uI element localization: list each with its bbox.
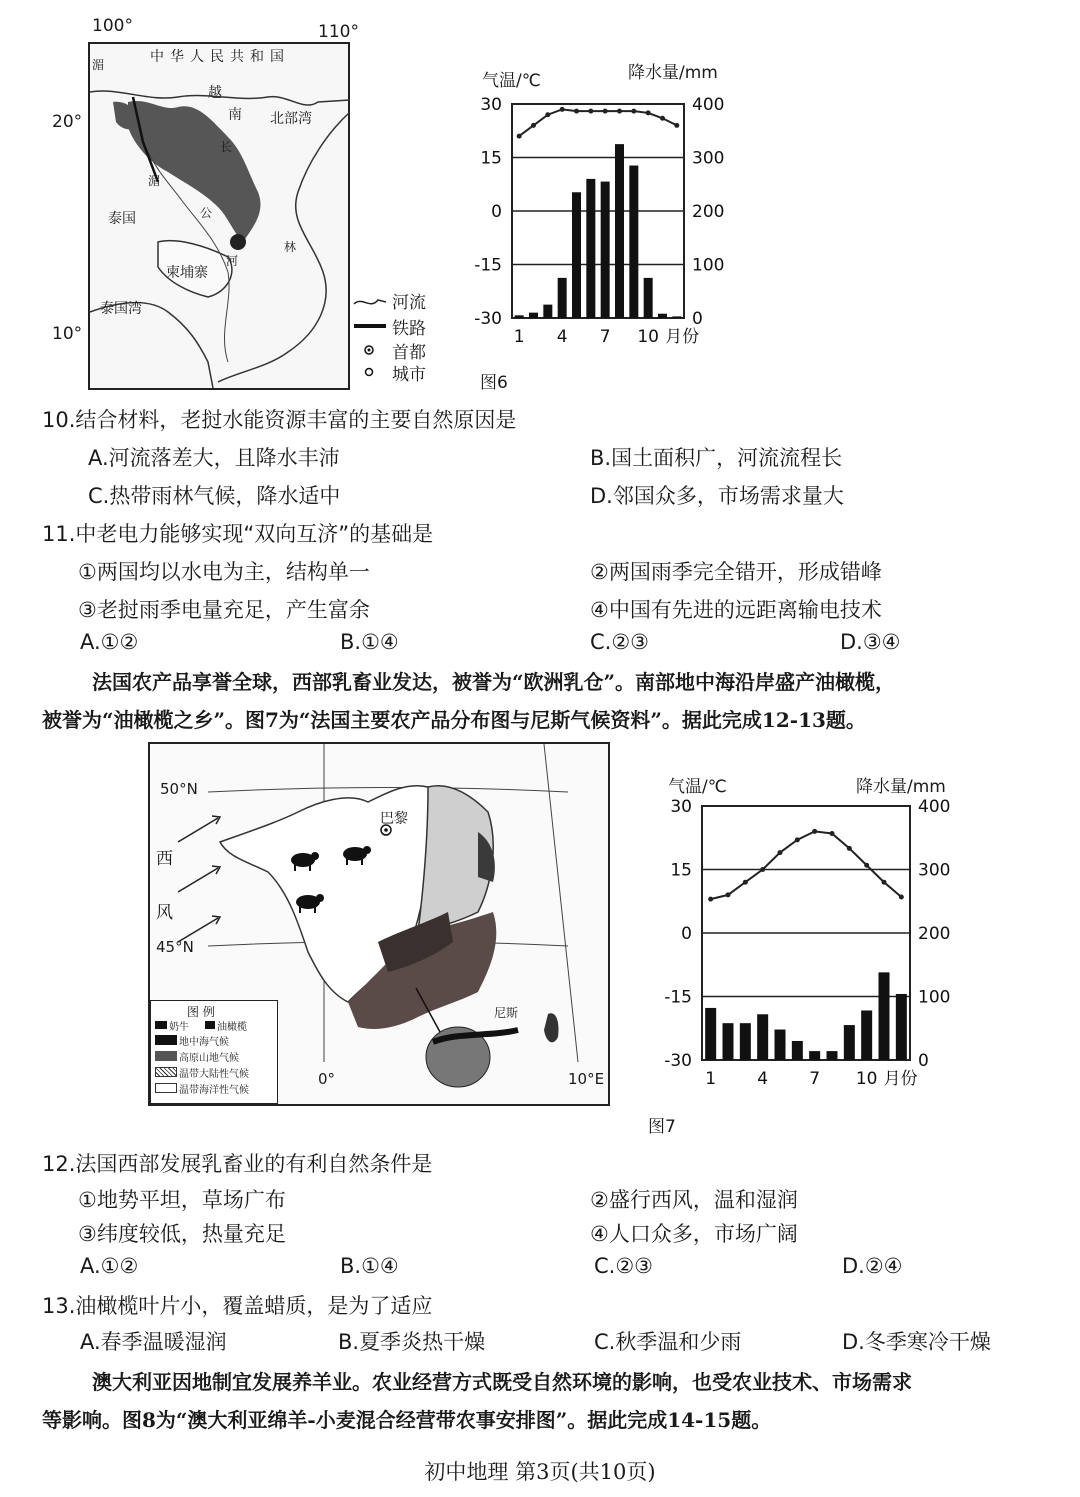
fig7-precip-bar (896, 994, 907, 1060)
fig7-temp-point (708, 897, 713, 902)
q10-option-d[interactable]: D.邻国众多，市场需求量大 (590, 484, 844, 508)
fig6-precip-bar (629, 166, 638, 318)
fig6-precip-tick: 100 (692, 255, 725, 276)
fig7-month-tick: 7 (809, 1069, 821, 1089)
fig7-precip-tick: 400 (918, 797, 950, 817)
fig6-temp-line (519, 109, 677, 136)
fig6-month-tick: 4 (556, 327, 568, 347)
label-mekong-1: 公 (200, 206, 213, 220)
fig7-temp-point (830, 831, 835, 836)
fig7-temp-tick: 0 (681, 924, 692, 944)
q11-option-a[interactable]: A.①② (80, 630, 139, 654)
label-fragment-la: 林 (284, 240, 297, 254)
fig7-precip-bar (740, 1023, 751, 1060)
q13-option-d[interactable]: D.冬季寒冷干燥 (842, 1330, 991, 1354)
q11-statement-3: ③老挝雨季电量充足，产生富余 (78, 598, 370, 622)
page-footer: 初中地理 第3页(共10页) (424, 1460, 656, 1484)
q11-statement-2: ②两国雨季完全错开，形成错峰 (590, 560, 882, 584)
fig7-precip-bar (705, 1008, 716, 1060)
q13-option-a[interactable]: A.春季温暖湿润 (80, 1330, 227, 1354)
fig7-temp-point (795, 837, 800, 842)
label-nice: 尼斯 (494, 1006, 519, 1020)
fig6-temp-point (603, 109, 608, 114)
fig6-precip-bar (601, 182, 610, 318)
fig6-precip-bar (644, 278, 653, 318)
fig7-temp-point (778, 850, 783, 855)
q13-stem: 13.油橄榄叶片小，覆盖蜡质，是为了适应 (42, 1294, 433, 1318)
fig7-precip-bar (861, 1010, 872, 1060)
fig7-chart (650, 770, 950, 1100)
legend-symbols (352, 292, 388, 382)
fig6-month-unit: 月份 (665, 327, 700, 347)
fig7-precip-bar (792, 1041, 803, 1060)
lat-label-10: 10° (52, 324, 83, 344)
city-symbol-icon (366, 369, 373, 376)
q12-statement-1: ①地势平坦，草场广布 (78, 1188, 286, 1212)
fig7-precip-bar (757, 1014, 768, 1060)
q11-statement-1: ①两国均以水电为主，结构单一 (78, 560, 370, 584)
lat-label-20: 20° (52, 112, 83, 132)
fig6-temp-point (631, 109, 636, 114)
q13-option-c[interactable]: C.秋季温和少雨 (594, 1330, 742, 1354)
fig6-temp-point (574, 109, 579, 114)
fig6-precip-axis-title: 降水量/mm (628, 63, 718, 83)
swatch-highland (155, 1051, 177, 1061)
fig6-precip-tick: 200 (692, 202, 725, 222)
fig7-temp-tick: 30 (670, 797, 692, 817)
label-china: 中华人民共和国 (150, 49, 290, 65)
legend-title: 图 例 (187, 1005, 215, 1019)
map-france-legend (150, 1000, 278, 1104)
q13-option-b[interactable]: B.夏季炎热干燥 (338, 1330, 486, 1354)
fig6-temp-point (531, 123, 536, 128)
legend-mediterranean: 地中海气候 (179, 1037, 229, 1048)
q10-option-b[interactable]: B.国土面积广，河流流程长 (590, 446, 843, 470)
fig6-temp-axis-title: 气温/℃ (482, 71, 541, 91)
fig6-caption: 图6 (480, 373, 508, 393)
fig6-temp-point (646, 110, 651, 115)
lon-label-100: 100° (92, 16, 133, 36)
q11-option-d[interactable]: D.③④ (840, 630, 901, 654)
fig7-precip-tick: 0 (918, 1051, 929, 1071)
swatch-mediterranean (155, 1035, 177, 1045)
legend-railway: 铁路 (392, 319, 426, 339)
fig7-temp-point (882, 880, 887, 885)
fig7-temp-tick: 15 (670, 860, 692, 881)
fig6-temp-tick: -15 (474, 255, 502, 276)
map-france (148, 742, 610, 1106)
fig7-temp-point (812, 829, 817, 834)
fig7-precip-bar (775, 1030, 786, 1060)
legend-city: 城市 (392, 365, 426, 385)
fig6-precip-bar (543, 305, 552, 318)
fig6-precip-tick: 400 (692, 95, 725, 115)
fig7-precip-bar (844, 1025, 855, 1060)
fig6-temp-point (517, 134, 522, 139)
legend-olive: 油橄榄 (217, 1022, 247, 1033)
fig6-precip-bar (658, 314, 667, 318)
fig6-month-tick: 1 (513, 327, 525, 347)
fig7-temp-axis-title: 气温/℃ (668, 777, 727, 797)
label-gulf-thailand: 泰国湾 (100, 301, 142, 317)
fig6-temp-tick: -30 (474, 309, 502, 329)
fig7-month-tick: 4 (757, 1069, 769, 1089)
fig7-plot (650, 770, 950, 1100)
map-laos-legend (352, 288, 442, 388)
fig6-temp-point (660, 116, 665, 121)
q12-option-d[interactable]: D.②④ (842, 1254, 903, 1278)
fig6-temp-point (674, 123, 679, 128)
fig6-precip-bar (529, 313, 538, 318)
label-gulf-tonkin: 北部湾 (270, 111, 312, 127)
fig6-precip-bar (586, 179, 595, 318)
passage-france-line2: 被誉为“油橄榄之乡”。图7为“法国主要农产品分布图与尼斯气候资料”。据此完成12-13题。 (42, 708, 866, 732)
q12-option-c[interactable]: C.②③ (594, 1254, 653, 1278)
fig7-temp-point (847, 846, 852, 851)
fig6-temp-tick: 0 (491, 202, 502, 222)
fig7-month-tick: 10 (855, 1069, 878, 1089)
fig7-temp-point (864, 863, 869, 868)
fig6-temp-tick: 30 (480, 95, 502, 115)
q11-option-b[interactable]: B.①④ (340, 630, 399, 654)
fig6-temp-point (545, 112, 550, 117)
q12-option-b[interactable]: B.①④ (340, 1254, 399, 1278)
fig7-precip-tick: 300 (918, 860, 950, 881)
legend-marine: 温带海洋性气候 (179, 1085, 249, 1096)
q12-option-a[interactable]: A.①② (80, 1254, 139, 1278)
fig6-precip-bar (672, 316, 681, 318)
label-cambodia: 柬埔寨 (166, 265, 208, 281)
label-mekong-2: 河 (226, 254, 239, 268)
lon-label-110: 110° (318, 22, 359, 42)
fig6-chart (470, 56, 740, 356)
q12-stem: 12.法国西部发展乳畜业的有利自然条件是 (42, 1152, 433, 1176)
q12-statement-2: ②盛行西风，温和湿润 (590, 1188, 798, 1212)
fig7-temp-point (760, 867, 765, 872)
legend-dairy-cow: 奶牛 (169, 1022, 189, 1033)
q11-option-c[interactable]: C.②③ (590, 630, 649, 654)
fig6-temp-point (617, 109, 622, 114)
passage-france-line1: 法国农产品享誉全球，西部乳畜业发达，被誉为“欧洲乳仓”。南部地中海沿岸盛产油橄榄， (92, 670, 896, 694)
fig7-month-unit: 月份 (883, 1069, 918, 1089)
fig7-precip-bar (827, 1051, 838, 1060)
label-laos-fragment: 湄 (148, 174, 161, 188)
fig6-plot (470, 56, 740, 356)
fig7-precip-axis-title: 降水量/mm (856, 777, 946, 797)
fig7-precip-bar (809, 1051, 820, 1060)
q10-option-c[interactable]: C.热带雨林气候，降水适中 (88, 484, 341, 508)
label-river-fragment: 长 (220, 140, 233, 154)
lat-label-50n: 50°N (160, 780, 198, 798)
fig6-month-tick: 7 (599, 327, 611, 347)
fig7-temp-line (711, 831, 902, 899)
fig7-temp-point (743, 880, 748, 885)
label-vietnam-2: 南 (228, 107, 242, 123)
fig7-temp-tick: -15 (664, 987, 692, 1008)
dairy-cow-icon (155, 1021, 167, 1029)
fig7-temp-tick: -30 (664, 1051, 692, 1071)
q10-option-a[interactable]: A.河流落差大，且降水丰沛 (88, 446, 340, 470)
lon-label-10e: 10°E (568, 1070, 605, 1088)
fig6-precip-bar (515, 315, 524, 318)
fig7-temp-point (899, 895, 904, 900)
westerly-label-2: 风 (156, 903, 173, 923)
passage-australia-line1: 澳大利亚因地制宜发展养羊业。农业经营方式既受自然环境的影响，也受农业技术、市场需求 (92, 1370, 912, 1394)
olive-icon (205, 1021, 215, 1029)
label-paris: 巴黎 (380, 811, 408, 827)
q11-statement-4: ④中国有先进的远距离输电技术 (590, 598, 882, 622)
map-laos (88, 42, 350, 390)
q12-statement-3: ③纬度较低，热量充足 (78, 1222, 286, 1246)
fig6-precip-bar (572, 192, 581, 318)
passage-australia-line2: 等影响。图8为“澳大利亚绵羊-小麦混合经营带农事安排图”。据此完成14-15题。 (42, 1408, 772, 1432)
fig6-precip-bar (558, 278, 567, 318)
fig6-precip-tick: 0 (692, 309, 703, 329)
westerly-label-1: 西 (156, 849, 173, 869)
lon-label-0: 0° (318, 1070, 336, 1088)
q10-stem: 10.结合材料，老挝水能资源丰富的主要自然原因是 (42, 408, 517, 432)
fig7-temp-point (726, 892, 731, 897)
label-thailand: 泰国 (108, 211, 136, 227)
fig7-caption: 图7 (648, 1117, 676, 1137)
swatch-continental (155, 1067, 177, 1077)
label-yunnan-fragment: 湄 (92, 58, 105, 72)
fig6-temp-tick: 15 (480, 148, 502, 169)
swatch-marine (155, 1083, 177, 1093)
lat-label-45n: 45°N (156, 938, 194, 956)
fig6-temp-point (588, 109, 593, 114)
fig7-precip-tick: 200 (918, 924, 950, 944)
fig7-precip-tick: 100 (918, 987, 950, 1008)
fig6-month-tick: 10 (637, 327, 659, 347)
fig6-precip-bar (615, 144, 624, 318)
q12-statement-4: ④人口众多，市场广阔 (590, 1222, 798, 1246)
legend-continental: 温带大陆性气候 (179, 1069, 249, 1080)
label-vietnam-1: 越 (208, 85, 222, 101)
fig7-precip-bar (723, 1023, 734, 1060)
legend-river: 河流 (392, 293, 426, 313)
legend-capital: 首都 (392, 343, 426, 363)
fig6-temp-point (560, 107, 565, 112)
river-symbol-icon (354, 300, 386, 304)
fig6-precip-tick: 300 (692, 148, 725, 169)
fig7-precip-bar (879, 972, 890, 1060)
legend-highland: 高原山地气候 (179, 1053, 239, 1064)
q11-stem: 11.中老电力能够实现“双向互济”的基础是 (42, 522, 434, 546)
fig7-month-tick: 1 (705, 1069, 717, 1089)
